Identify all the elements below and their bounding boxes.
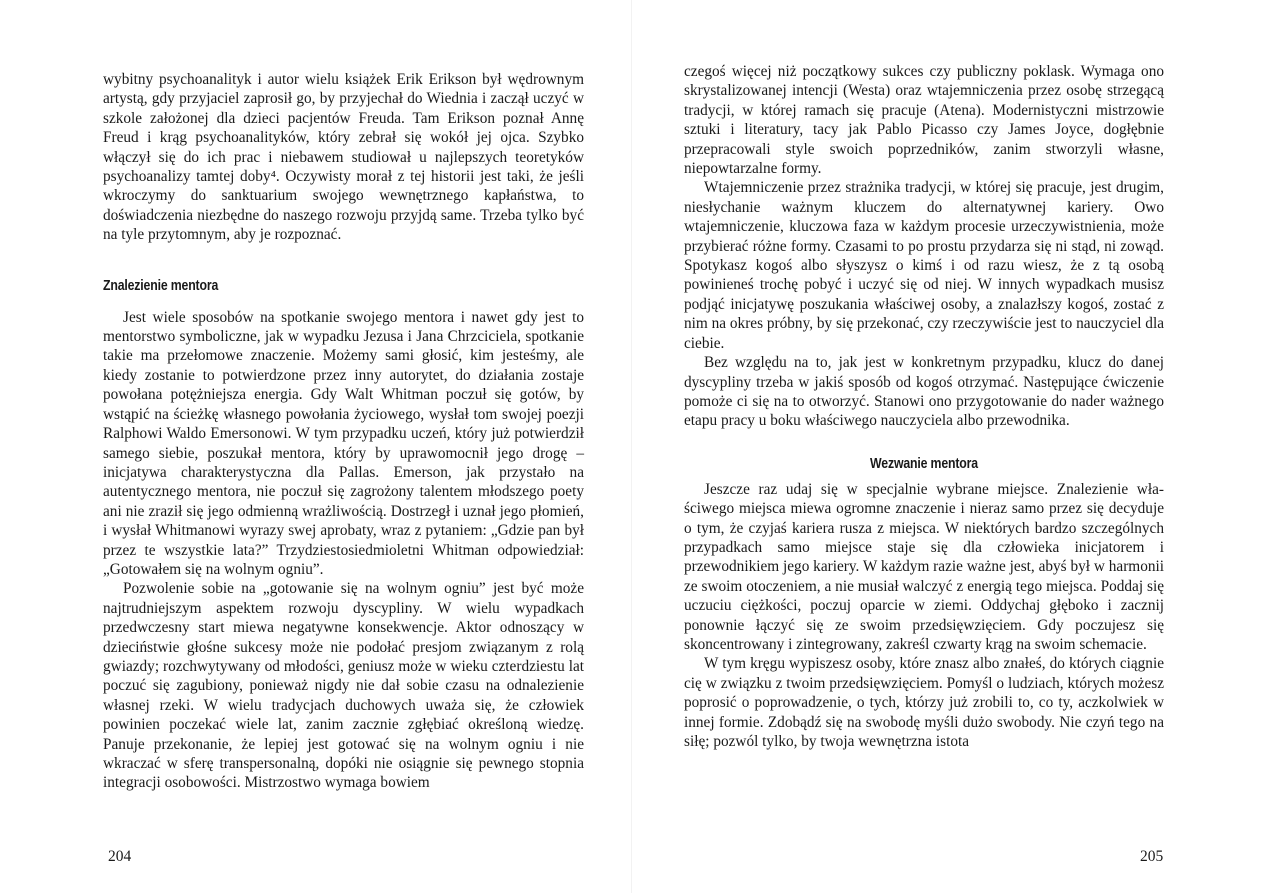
left-paragraph-1: wybitny psychoanalityk i autor wielu książek Erik Erikson był wędrownym artystą, gdy przyjaciel zaprosił go, by przyjechał do Wiednia i zaczął uczyć w szkole założonej dla dzieci pacjentów Freuda. Tam Erikson poznał Annę Freud i krąg psychoanalityków, który zebrał się wokół jej ojca. Szybko włączył się do ich prac i niebawem studiował u najlepszych teoretyków psychoanalizy tamtej doby⁴. Oczywisty morał z tej historii jest taki, że jeśli wkroczymy do sanktuarium swojego wewnętrznego kapłaństwa, to doświadczenia niezbędne do naszego rozwoju przyjdą same. Trzeba tylko być na tyle przytomnym, aby je rozpoznać. xyxy=(103,71,584,244)
right-text-column xyxy=(684,62,1164,751)
right-paragraph-1: czegoś więcej niż początkowy sukces czy publiczny poklask. Wymaga ono skrystalizowanej intencji (Westa) oraz wtajemniczenia przez osobę strzegącą tradycji, w której ramach się pracuje (Atena). Modernistyczni mistrzowie sztuki i literatury, tacy jak Pablo Picasso czy James Joyce, dogłębnie przepracowali style swoich poprzedników, zanim stworzyli własne, niepowtarzalne formy. xyxy=(684,63,1164,178)
section-heading-wezwanie-mentora: Wezwanie mentora xyxy=(870,454,978,472)
page-number-left: 204 xyxy=(108,848,132,865)
left-section-paragraph-1: Jest wiele sposobów na spotkanie swojego mentora i nawet gdy jest to mentorstwo symboliczne, jak w wypadku Jezusa i Jana Chrzciciela, spotkanie takie ma przełomowe znaczenie. Możemy sami głosić, kim jesteśmy, ale kiedy zostanie to potwierdzone przez inny autorytet, do działania zostaje powołana potężniejsza energia. Gdy Walt Whitman poczuł się gotów, by wstąpić na ścieżkę własnego powołania życiowego, wysłał tom swojej poezji Ralphowi Waldo Emersonowi. W tym przypadku uczeń, który już potwierdził samego siebie, poszukał mentora, który by uprawomocnił jego drogę – inicjatywa charakterystyczna dla Pallas. Emerson, jak przystało na autentycznego mentora, nie poczuł się zagrożony talentem młodszego poety ani nie zraził się jego odmienną wrażliwością. Dostrzegł i uznał jego płomień, i wysłał Whitmanowi wyrazy swej aprobaty, wraz z pytaniem: „Gdzie pan był przez te wszystkie lata?” Trzydziestosiedmioletni Whitman odpowiedział: „Gotowałem się na wolnym ogniu”. xyxy=(103,308,584,578)
left-text-column xyxy=(103,70,584,793)
right-page xyxy=(631,0,1263,893)
section-heading-znalezienie-mentora: Znalezienie mentora xyxy=(103,276,219,294)
left-section-paragraph-2: Pozwolenie sobie na „gotowanie się na wolnym ogniu” jest być może najtrudniejszym aspektem rozwoju dyscypliny. W wielu wypadkach przedwczesny start miewa negatywne konsekwencje. Aktor odnoszący w dzieciństwie głośne sukcesy może nie podołać presjom związanym z rolą gwiazdy; rozchwytywany od młodości, geniusz może w wieku czterdziestu lat poczuć się zagubiony, ponieważ nigdy nie dał sobie czasu na odnalezienie własnej rzeki. W wielu tradycjach duchowych uważa się, że człowiek powinien poczekać wiele lat, zanim zacznie zgłębiać określoną wiedzę. Panuje przekonanie, że lepiej jest gotować się na wolnym ogniu i nie wkraczać w sferę transpersonalną, dopóki nie osiągnie się pewnego stopnia integracji osobowości. Mistrzostwo wymaga bowiem xyxy=(103,580,584,792)
right-paragraph-3: Bez względu na to, jak jest w konkretnym przypadku, klucz do danej dyscypliny trzeba w jakiś sposób od kogoś otrzymać. Następujące ćwiczenie pomoże ci się na to otworzyć. Stanowi ono przygotowanie do nader ważnego etapu pracy u boku właściwego nauczyciela albo przewodnika. xyxy=(684,354,1164,430)
left-page xyxy=(0,0,631,893)
right-paragraph-2: Wtajemniczenie przez strażnika tradycji, w której się pracuje, jest drugim, niesłychanie ważnym kluczem do alternatywnej kariery. Owo wtajemniczenie, kluczowa faza w każdym procesie urzeczywistnienia, może przybierać różne formy. Czasami to po prostu przydarza się ni stąd, ni zowąd. Spotykasz kogoś albo słyszysz o kimś i od razu wiesz, że z tą osobą powinieneś trochę pobyć i uczyć się od niej. W innych wypadkach musisz podjąć inicjatywę poszukania właściwej osoby, a znalazłszy kogoś, zostać z nim na okres próbny, by się przekonać, czy rzeczywiście jest to nauczyciel dla ciebie. xyxy=(684,179,1164,352)
right-section-paragraph-1: Jeszcze raz udaj się w specjalnie wybrane miejsce. Znalezienie właściwego miejsca miewa ogromne znaczenie i nieraz samo przez się decyduje o tym, że czyjaś kariera rusza z miejsca. W niektórych bardzo szczególnych przypadkach samo miejsce staje się dla człowieka inicjatorem i przewodnikiem jego kariery. W każdym razie ważne jest, abyś był w harmonii ze swoim otoczeniem, a nie musiał walczyć z energią tego miejsca. Poddaj się uczuciu ciężkości, poczuj oparcie w ziemi. Oddychaj głęboko i zacznij ponownie łączyć się ze swoim przedsięwzięciem. Gdy poczujesz się skoncentrowany i zintegrowany, zakreśl czwarty krąg na swoim schemacie. xyxy=(684,480,1164,653)
right-section-paragraph-2: W tym kręgu wypiszesz osoby, które znasz albo znałeś, do których ciągnie cię w związku z twoim przedsięwzięciem. Pomyśl o ludziach, których możesz poprosić o poprowadzenie, o tych, którzy już zrobili to, co ty, aczkolwiek w innej formie. Zdobądź się na swobodę myśli dużo swobody. Nie czyń tego na siłę; pozwól tylko, by twoja wewnętrzna istota xyxy=(684,655,1164,750)
page-number-right: 205 xyxy=(1140,848,1164,865)
